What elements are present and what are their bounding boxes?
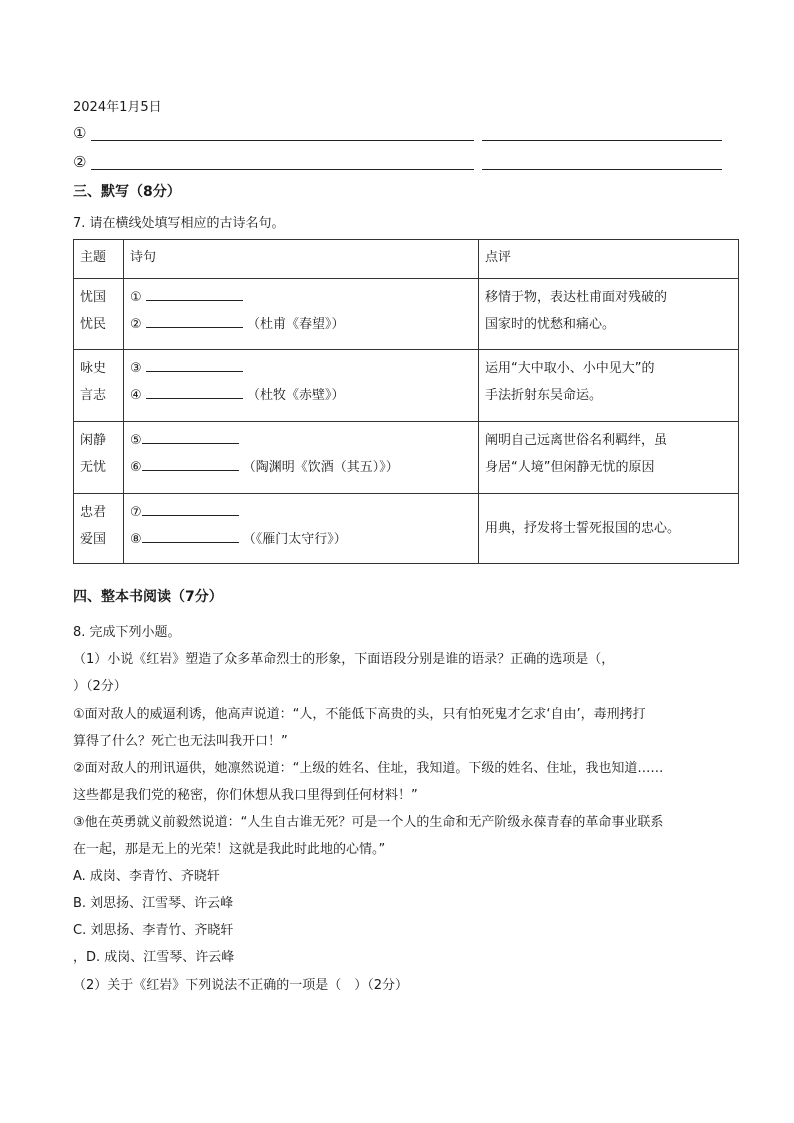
subquestion-2: （2）关于《红岩》下列说法不正确的一项是（ ）（2分） [73,978,409,993]
blank-line[interactable] [142,458,239,471]
comment-cell: 运用“大中取小、小中见大”的 手法折射东吴命运。 [479,350,739,422]
comment-cell: 阐明自己远离世俗名利羁绊，虽 身居“人境”但闲静无忧的原因 [479,422,739,494]
answer-line-1-label: ① [73,124,87,142]
theme-cell: 咏史 言志 [74,350,124,422]
theme-cell: 忠君 爱国 [74,494,124,564]
blank-number: ⑦ [130,505,142,520]
blank-line[interactable] [146,359,243,372]
comment-cell: 用典，抒发将士誓死报国的忠心。 [479,494,739,564]
date-text: 2024年1月5日 [73,100,162,115]
blank-line[interactable] [146,315,243,328]
subquestion-1-line2: ）（2分） [73,679,127,694]
option-a[interactable]: A. 成岗、李青竹、齐晓轩 [73,869,220,884]
verse-cell [124,422,479,494]
option-c[interactable]: C. 刘思扬、李青竹、齐晓轩 [73,923,234,938]
blank-number: ④ [130,388,142,403]
blank-line[interactable] [146,386,243,399]
subquestion-1-line1: （1）小说《红岩》塑造了众多革命烈士的形象，下面语段分别是谁的语录？正确的选项是（， [73,652,615,667]
verse-cell [124,350,479,422]
poem-source: （杜牧《赤壁》） [246,388,345,403]
quote-1-line2: 算得了什么？死亡也无法叫我开口！” [73,734,288,749]
header-theme: 主题 [74,240,124,279]
verse-cell [124,279,479,350]
poem-source: （陶渊明《饮酒（其五）》） [242,460,399,475]
theme-cell: 闲静 无忧 [74,422,124,494]
blank-line[interactable] [142,431,239,444]
table-row [74,422,739,494]
quote-3-line1: ③他在英勇就义前毅然说道：“人生自古谁无死？可是一个人的生命和无产阶级永葆青春的革命事业联系 [73,815,664,830]
blank-number: ⑤ [130,433,142,448]
quote-2-line1: ②面对敌人的刑讯逼供，她凛然说道：“上级的姓名、住址，我知道。下级的姓名、住址，我也知道…… [73,761,664,776]
answer-line-2a[interactable] [91,169,474,170]
option-d[interactable]: ，D. 成岗、江雪琴、许云峰 [73,950,235,965]
table-row [74,494,739,564]
answer-line-2b[interactable] [482,169,722,170]
poem-table [73,239,739,564]
answer-line-2-label: ② [73,153,87,171]
blank-number: ⑥ [130,460,142,475]
header-comment: 点评 [479,240,739,279]
blank-number: ① [130,290,142,305]
blank-number: ③ [130,361,142,376]
blank-line[interactable] [142,503,239,516]
answer-line-1a[interactable] [91,140,474,141]
header-verse: 诗句 [124,240,479,279]
section4-heading: 四、整本书阅读（7分） [73,589,223,605]
blank-number: ⑧ [130,532,142,547]
quote-1-line1: ①面对敌人的威逼利诱，他高声说道：“人，不能低下高贵的头，只有怕死鬼才乞求‘自由’，毒刑拷打 [73,707,646,722]
poem-source: （杜甫《春望》） [246,317,345,332]
table-header-row [74,240,739,279]
comment-cell: 移情于物，表达杜甫面对残破的 国家时的忧愁和痛心。 [479,279,739,350]
question-7: 7. 请在横线处填写相应的古诗名句。 [73,216,285,231]
quote-3-line2: 在一起，那是无上的光荣！这就是我此时此地的心情。” [73,842,386,857]
verse-cell [124,494,479,564]
question-8: 8. 完成下列小题。 [73,625,181,640]
answer-line-1b[interactable] [482,140,722,141]
option-b[interactable]: B. 刘思扬、江雪琴、许云峰 [73,896,234,911]
theme-cell: 忧国 忧民 [74,279,124,350]
section3-heading: 三、默写（8分） [73,184,181,200]
blank-line[interactable] [142,530,239,543]
blank-line[interactable] [146,288,243,301]
quote-2-line2: 这些都是我们党的秘密，你们休想从我口里得到任何材料！” [73,788,418,803]
blank-number: ② [130,317,142,332]
table-row [74,350,739,422]
table-row [74,279,739,350]
poem-source: （《雁门太守行》） [242,532,347,547]
